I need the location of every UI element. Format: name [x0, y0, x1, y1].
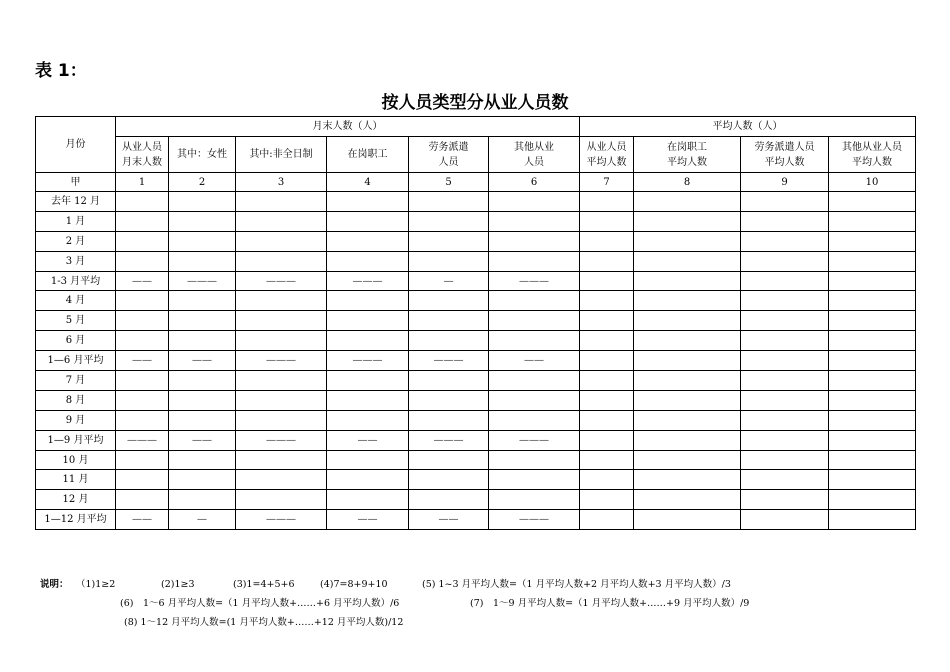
table-cell[interactable] — [580, 311, 634, 331]
table-cell[interactable] — [580, 450, 634, 470]
row-label: 5 月 — [36, 311, 116, 331]
table-cell[interactable] — [409, 470, 489, 490]
notes-prefix: 说明： — [40, 579, 69, 590]
table-cell[interactable]: —— — [116, 271, 169, 291]
column-header-9 — [741, 137, 829, 173]
table-cell[interactable]: — — [409, 271, 489, 291]
table-cell[interactable] — [741, 371, 829, 391]
table-cell[interactable] — [634, 371, 741, 391]
table-row — [36, 231, 916, 251]
table-cell[interactable]: ——— — [169, 271, 236, 291]
table-row — [36, 351, 916, 371]
table-cell[interactable] — [327, 490, 409, 510]
table-cell[interactable] — [829, 311, 916, 331]
table-cell[interactable] — [327, 311, 409, 331]
table-cell[interactable] — [741, 450, 829, 470]
table-cell[interactable] — [327, 231, 409, 251]
column-header-3 — [236, 137, 327, 173]
table-cell[interactable]: —— — [116, 510, 169, 530]
table-cell[interactable] — [236, 211, 327, 231]
note-5: (5) 1~3 月平均人数=（1 月平均人数+2 月平均人数+3 月平均人数）/3 — [422, 579, 731, 590]
table-cell[interactable] — [116, 291, 169, 311]
table-cell[interactable] — [829, 331, 916, 351]
table-cell[interactable] — [489, 490, 580, 510]
note-4: (4)7=8+9+10 — [320, 579, 388, 590]
table-cell[interactable]: — — [169, 510, 236, 530]
table-cell[interactable] — [169, 450, 236, 470]
table-cell[interactable] — [741, 410, 829, 430]
table-cell[interactable] — [634, 510, 741, 530]
table-cell[interactable] — [169, 470, 236, 490]
table-cell[interactable] — [409, 410, 489, 430]
table-cell[interactable] — [116, 490, 169, 510]
row-label: 3 月 — [36, 251, 116, 271]
table-cell[interactable] — [634, 291, 741, 311]
table-cell[interactable] — [169, 231, 236, 251]
table-cell[interactable] — [169, 311, 236, 331]
table-cell[interactable] — [116, 231, 169, 251]
table-cell[interactable] — [580, 192, 634, 212]
table-cell[interactable] — [489, 410, 580, 430]
table-row — [36, 450, 916, 470]
table-cell[interactable]: —— — [327, 430, 409, 450]
table-cell[interactable]: ——— — [327, 351, 409, 371]
table-cell[interactable] — [829, 390, 916, 410]
table-cell[interactable] — [409, 450, 489, 470]
table-cell[interactable] — [327, 390, 409, 410]
table-cell[interactable] — [829, 430, 916, 450]
row-label: 10 月 — [36, 450, 116, 470]
table-row — [36, 291, 916, 311]
page-title: 按人员类型分从业人员数 — [381, 93, 569, 113]
table-cell[interactable] — [116, 331, 169, 351]
table-cell[interactable] — [236, 390, 327, 410]
column-index-5: 5 — [409, 173, 489, 192]
table-cell[interactable] — [829, 231, 916, 251]
row-label: 4 月 — [36, 291, 116, 311]
column-header-line: 平均人数 — [852, 156, 893, 168]
row-label: 去年 12 月 — [36, 192, 116, 212]
table-cell[interactable] — [489, 251, 580, 271]
table-cell[interactable] — [741, 271, 829, 291]
column-header-line: 平均人数 — [764, 156, 805, 168]
table-cell[interactable] — [236, 470, 327, 490]
row-label: 7 月 — [36, 371, 116, 391]
table-cell[interactable] — [634, 251, 741, 271]
table-cell[interactable] — [741, 231, 829, 251]
column-header-line: 人员 — [438, 156, 459, 168]
table-cell[interactable] — [169, 371, 236, 391]
table-cell[interactable]: ——— — [489, 271, 580, 291]
column-header-10 — [829, 137, 916, 173]
column-header-line: 人员 — [524, 156, 545, 168]
table-cell[interactable] — [169, 192, 236, 212]
table-cell[interactable] — [327, 371, 409, 391]
column-index-8: 8 — [634, 173, 741, 192]
table-row — [36, 410, 916, 430]
table-cell[interactable] — [829, 410, 916, 430]
column-header-line: 其中:非全日制 — [249, 149, 313, 160]
table-cell[interactable] — [169, 331, 236, 351]
table-cell[interactable] — [634, 390, 741, 410]
table-cell[interactable] — [489, 450, 580, 470]
table-cell[interactable] — [580, 390, 634, 410]
row-label: 12 月 — [36, 490, 116, 510]
table-cell[interactable] — [169, 390, 236, 410]
table-cell[interactable]: ——— — [236, 271, 327, 291]
table-cell[interactable] — [634, 410, 741, 430]
table-row — [36, 211, 916, 231]
table-cell[interactable] — [580, 291, 634, 311]
column-header-8 — [634, 137, 741, 173]
column-index-3: 3 — [236, 173, 327, 192]
table-cell[interactable] — [580, 410, 634, 430]
table-cell[interactable] — [580, 430, 634, 450]
table-number: 表 1： — [35, 61, 87, 81]
table-cell[interactable] — [116, 410, 169, 430]
table-cell[interactable] — [741, 331, 829, 351]
note-2: (2)1≥3 — [161, 579, 195, 590]
table-row — [36, 311, 916, 331]
row-label: 1 月 — [36, 211, 116, 231]
table-cell[interactable]: ——— — [236, 430, 327, 450]
table-cell[interactable] — [741, 291, 829, 311]
table-cell[interactable]: ——— — [116, 430, 169, 450]
table-row — [36, 390, 916, 410]
table-cell[interactable] — [829, 351, 916, 371]
table-cell[interactable] — [580, 271, 634, 291]
row-label: 1—9 月平均 — [36, 430, 116, 450]
table-cell[interactable] — [236, 331, 327, 351]
table-cell[interactable] — [741, 351, 829, 371]
table-cell[interactable] — [580, 470, 634, 490]
table-cell[interactable] — [634, 490, 741, 510]
table-cell[interactable] — [829, 510, 916, 530]
table-cell[interactable] — [409, 192, 489, 212]
table-cell[interactable] — [489, 470, 580, 490]
table-cell[interactable] — [327, 251, 409, 271]
table-cell[interactable] — [236, 192, 327, 212]
row-label: 11 月 — [36, 470, 116, 490]
table-cell[interactable] — [489, 390, 580, 410]
table-cell[interactable] — [116, 211, 169, 231]
table-cell[interactable] — [741, 490, 829, 510]
note-7: (7) 1～9 月平均人数=（1 月平均人数+……+9 月平均人数）/9 — [470, 598, 750, 609]
table-cell[interactable] — [327, 192, 409, 212]
row-label: 9 月 — [36, 410, 116, 430]
table-cell[interactable]: —— — [116, 351, 169, 371]
table-cell[interactable] — [634, 470, 741, 490]
table-cell[interactable] — [409, 291, 489, 311]
table-cell[interactable] — [236, 231, 327, 251]
table-cell[interactable] — [409, 231, 489, 251]
table-cell[interactable] — [409, 251, 489, 271]
column-header-line: 劳务派遣 — [428, 141, 469, 153]
column-header-line: 平均人数 — [667, 156, 708, 168]
column-header-line: 平均人数 — [586, 156, 627, 168]
table-cell[interactable] — [829, 211, 916, 231]
table-cell[interactable]: ——— — [489, 510, 580, 530]
column-index-2: 2 — [169, 173, 236, 192]
table-row — [36, 271, 916, 291]
table-cell[interactable] — [741, 311, 829, 331]
table-cell[interactable] — [116, 450, 169, 470]
table-cell[interactable] — [580, 371, 634, 391]
table-cell[interactable] — [116, 470, 169, 490]
note-8: (8) 1～12 月平均人数=(1 月平均人数+……+12 月平均人数)/12 — [124, 617, 404, 628]
table-cell[interactable]: ——— — [236, 351, 327, 371]
row-label: 1—12 月平均 — [36, 510, 116, 530]
table-cell[interactable] — [580, 510, 634, 530]
table-cell[interactable] — [580, 231, 634, 251]
table-cell[interactable] — [409, 490, 489, 510]
column-index-7: 7 — [580, 173, 634, 192]
table-cell[interactable] — [829, 251, 916, 271]
row-label: 2 月 — [36, 231, 116, 251]
table-cell[interactable]: —— — [489, 351, 580, 371]
table-cell[interactable] — [741, 192, 829, 212]
column-header-line: 其他从业人员 — [842, 141, 903, 153]
table-cell[interactable] — [409, 390, 489, 410]
table-cell[interactable] — [829, 291, 916, 311]
table-cell[interactable] — [116, 371, 169, 391]
table-cell[interactable] — [116, 311, 169, 331]
table-cell[interactable] — [236, 311, 327, 331]
column-header-line: 在岗职工 — [667, 141, 708, 153]
table-cell[interactable]: ——— — [327, 271, 409, 291]
table-cell[interactable] — [489, 311, 580, 331]
table-cell[interactable] — [741, 390, 829, 410]
table-cell[interactable]: ——— — [409, 351, 489, 371]
column-index-10: 10 — [829, 173, 916, 192]
table-cell[interactable] — [169, 211, 236, 231]
note-6: (6) 1～6 月平均人数=（1 月平均人数+……+6 月平均人数）/6 — [120, 598, 400, 609]
table-cell[interactable] — [116, 192, 169, 212]
table-cell[interactable] — [634, 211, 741, 231]
table-cell[interactable]: ——— — [409, 430, 489, 450]
table-cell[interactable]: —— — [169, 351, 236, 371]
month-header: 月份 — [36, 117, 116, 173]
table-cell[interactable] — [489, 231, 580, 251]
column-header-line: 其中：女性 — [177, 149, 227, 160]
table-cell[interactable] — [327, 470, 409, 490]
table-cell[interactable] — [741, 430, 829, 450]
table-cell[interactable]: ——— — [489, 430, 580, 450]
column-header-1 — [116, 137, 169, 173]
table-cell[interactable] — [327, 331, 409, 351]
table-row — [36, 251, 916, 271]
table-cell[interactable] — [169, 251, 236, 271]
column-header-line: 月末人数 — [122, 156, 162, 168]
table-cell[interactable]: —— — [409, 510, 489, 530]
table-cell[interactable] — [169, 490, 236, 510]
table-cell[interactable] — [409, 371, 489, 391]
month-end-group-header: 月末人数（人） — [116, 117, 580, 137]
table-cell[interactable] — [489, 331, 580, 351]
table-cell[interactable] — [327, 410, 409, 430]
table-cell[interactable] — [741, 251, 829, 271]
column-header-line: 劳务派遣人员 — [754, 141, 815, 153]
table-cell[interactable] — [829, 192, 916, 212]
table-cell[interactable]: —— — [327, 510, 409, 530]
table-cell[interactable] — [634, 430, 741, 450]
table-cell[interactable] — [236, 490, 327, 510]
row-label: 1-3 月平均 — [36, 271, 116, 291]
table-cell[interactable] — [489, 291, 580, 311]
column-header-line: 从业人员 — [586, 141, 627, 153]
table-row — [36, 490, 916, 510]
table-cell[interactable] — [741, 470, 829, 490]
table-cell[interactable] — [580, 211, 634, 231]
note-3: (3)1=4+5+6 — [233, 579, 295, 590]
column-header-6 — [489, 137, 580, 173]
column-header-line: 其他从业 — [514, 141, 555, 153]
column-header-4 — [327, 137, 409, 173]
column-index-6: 6 — [489, 173, 580, 192]
table-row — [36, 192, 916, 212]
row-label: 1—6 月平均 — [36, 351, 116, 371]
column-header-2 — [169, 137, 236, 173]
table-cell[interactable]: —— — [169, 430, 236, 450]
note-1: （1)1≥2 — [76, 579, 116, 590]
table-cell[interactable] — [829, 470, 916, 490]
column-header-5 — [409, 137, 489, 173]
column-header-line: 从业人员 — [122, 141, 162, 153]
table-cell[interactable] — [327, 291, 409, 311]
row-label: 6 月 — [36, 331, 116, 351]
table-cell[interactable] — [580, 490, 634, 510]
table-cell[interactable] — [580, 331, 634, 351]
table-cell[interactable] — [634, 351, 741, 371]
table-cell[interactable] — [409, 211, 489, 231]
table-cell[interactable] — [236, 251, 327, 271]
table-cell[interactable] — [236, 450, 327, 470]
table-cell[interactable] — [829, 490, 916, 510]
table-cell[interactable] — [580, 351, 634, 371]
column-header-line: 在岗职工 — [347, 149, 388, 160]
table-cell[interactable] — [741, 510, 829, 530]
table-cell[interactable] — [634, 450, 741, 470]
table-cell[interactable] — [489, 211, 580, 231]
row-label: 8 月 — [36, 390, 116, 410]
table-cell[interactable] — [829, 271, 916, 291]
table-cell[interactable] — [634, 311, 741, 331]
column-index-4: 4 — [327, 173, 409, 192]
column-index-9: 9 — [741, 173, 829, 192]
table-cell[interactable] — [409, 311, 489, 331]
table-cell[interactable] — [327, 450, 409, 470]
table-cell[interactable] — [829, 450, 916, 470]
average-group-header: 平均人数（人） — [580, 117, 916, 137]
table-cell[interactable] — [169, 291, 236, 311]
table-cell[interactable] — [116, 390, 169, 410]
column-header-7 — [580, 137, 634, 173]
table-cell[interactable] — [236, 291, 327, 311]
table-cell[interactable] — [829, 371, 916, 391]
table-cell[interactable]: ——— — [236, 510, 327, 530]
table-cell[interactable] — [634, 231, 741, 251]
table-cell[interactable] — [327, 211, 409, 231]
table-row — [36, 510, 916, 530]
table-row — [36, 371, 916, 391]
table-row — [36, 470, 916, 490]
table-cell[interactable] — [409, 331, 489, 351]
table-cell[interactable] — [489, 371, 580, 391]
table-row — [36, 331, 916, 351]
employee-table — [35, 116, 916, 530]
table-cell[interactable] — [634, 331, 741, 351]
table-cell[interactable] — [236, 410, 327, 430]
index-label: 甲 — [36, 173, 116, 192]
table-row — [36, 430, 916, 450]
table-cell[interactable] — [580, 251, 634, 271]
table-cell[interactable] — [169, 410, 236, 430]
table-cell[interactable] — [634, 192, 741, 212]
column-index-1: 1 — [116, 173, 169, 192]
table-cell[interactable] — [116, 251, 169, 271]
table-cell[interactable] — [236, 371, 327, 391]
table-cell[interactable] — [741, 211, 829, 231]
table-cell[interactable] — [634, 271, 741, 291]
table-cell[interactable] — [489, 192, 580, 212]
